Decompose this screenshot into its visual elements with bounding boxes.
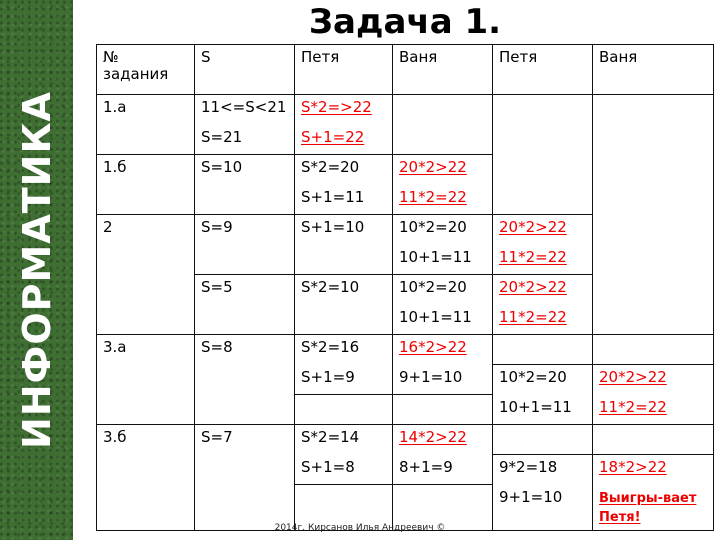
table-cell: S*2=16 (295, 335, 393, 365)
table-cell: S+1=22 (295, 125, 393, 155)
table-row (97, 425, 714, 455)
table-cell: 1.а (97, 95, 195, 125)
table-cell (493, 335, 593, 365)
header-vanya-2: Ваня (593, 45, 714, 95)
table-cell: 1.б (97, 155, 195, 185)
table-row (97, 155, 714, 185)
table-cell (593, 185, 714, 215)
table-cell (195, 305, 295, 335)
table-cell: 11<=S<21 (195, 95, 295, 125)
table-row (97, 125, 714, 155)
table-cell (97, 245, 195, 275)
table-row (97, 365, 714, 395)
table-cell: 11*2=22 (393, 185, 493, 215)
table-cell: 9+1=10 (393, 365, 493, 395)
table-cell (97, 305, 195, 335)
table-cell: 9*2=18 (493, 455, 593, 485)
table-cell: S*2=20 (295, 155, 393, 185)
table-cell (97, 185, 195, 215)
table-cell: S*2=>22 (295, 95, 393, 125)
table-cell: 3.б (97, 425, 195, 455)
table-cell (593, 245, 714, 275)
table-cell: S=7 (195, 425, 295, 455)
table-row (97, 305, 714, 335)
table-cell (493, 155, 593, 185)
table-cell (593, 305, 714, 335)
table-cell (593, 95, 714, 125)
table-cell: 20*2>22 (493, 275, 593, 305)
table-cell: S=10 (195, 155, 295, 185)
table-row (97, 245, 714, 275)
table-cell (493, 425, 593, 455)
table-cell (195, 365, 295, 395)
sidebar-title: ИНФОРМАТИКА (15, 91, 59, 449)
winner-note: Выигры-вает Петя! (593, 485, 714, 531)
table-cell: 11*2=22 (493, 245, 593, 275)
table-cell: 16*2>22 (393, 335, 493, 365)
table-cell (97, 365, 195, 395)
table-cell: S=21 (195, 125, 295, 155)
header-petya-1: Петя (295, 45, 393, 95)
table-cell (97, 275, 195, 305)
header-petya-2: Петя (493, 45, 593, 95)
table-row (97, 215, 714, 245)
table-cell: 9+1=10 (493, 485, 593, 531)
table-cell (195, 245, 295, 275)
table-cell (493, 185, 593, 215)
table-cell (97, 125, 195, 155)
table-cell: S=8 (195, 335, 295, 365)
table-cell: 8+1=9 (393, 455, 493, 485)
table-cell (593, 335, 714, 365)
table-cell: S+1=10 (295, 215, 393, 245)
table-cell (195, 455, 295, 485)
table-cell: 10*2=20 (393, 215, 493, 245)
header-task-number: № задания (97, 45, 195, 95)
header-vanya-1: Ваня (393, 45, 493, 95)
table-cell: S+1=8 (295, 455, 393, 485)
table-cell: S=9 (195, 215, 295, 245)
copyright-footer: 2014г. Кирсанов Илья Андреевич © (274, 523, 446, 533)
table-cell (195, 395, 295, 425)
table-cell: 20*2>22 (593, 365, 714, 395)
table-cell: S=5 (195, 275, 295, 305)
table-row (97, 455, 714, 485)
table-cell (295, 245, 393, 275)
table-cell: S*2=14 (295, 425, 393, 455)
sidebar-band (0, 0, 73, 540)
table-cell: 2 (97, 215, 195, 245)
table-cell: 10+1=11 (493, 395, 593, 425)
table-cell (593, 125, 714, 155)
table-cell: S*2=10 (295, 275, 393, 305)
table-cell: 10*2=20 (393, 275, 493, 305)
table-row (97, 335, 714, 365)
header-s: S (195, 45, 295, 95)
table-cell: S+1=11 (295, 185, 393, 215)
table-cell: 3.а (97, 335, 195, 365)
table-cell (393, 125, 493, 155)
table-cell (393, 395, 493, 425)
table-cell: 20*2>22 (393, 155, 493, 185)
table-cell: 11*2=22 (593, 395, 714, 425)
table-cell (195, 185, 295, 215)
solution-table (96, 44, 714, 531)
table-cell: 18*2>22 (593, 455, 714, 485)
table-row (97, 395, 714, 425)
table-cell: 14*2>22 (393, 425, 493, 455)
table-header-row (97, 45, 714, 95)
table-cell (493, 125, 593, 155)
table-cell: S+1=9 (295, 365, 393, 395)
table-cell (295, 395, 393, 425)
table-cell (393, 95, 493, 125)
table-cell (593, 155, 714, 185)
table-cell (593, 425, 714, 455)
table-cell (493, 95, 593, 125)
table-cell (593, 275, 714, 305)
table-row (97, 185, 714, 215)
table-row (97, 95, 714, 125)
table-cell (295, 305, 393, 335)
table-cell: 10+1=11 (393, 245, 493, 275)
table-cell: 10+1=11 (393, 305, 493, 335)
table-row (97, 275, 714, 305)
table-cell (97, 395, 195, 425)
table-cell: 11*2=22 (493, 305, 593, 335)
table-cell (593, 215, 714, 245)
table-cell: 10*2=20 (493, 365, 593, 395)
page-title: Задача 1. (308, 2, 502, 42)
table-cell: 20*2>22 (493, 215, 593, 245)
table-cell (97, 455, 195, 485)
